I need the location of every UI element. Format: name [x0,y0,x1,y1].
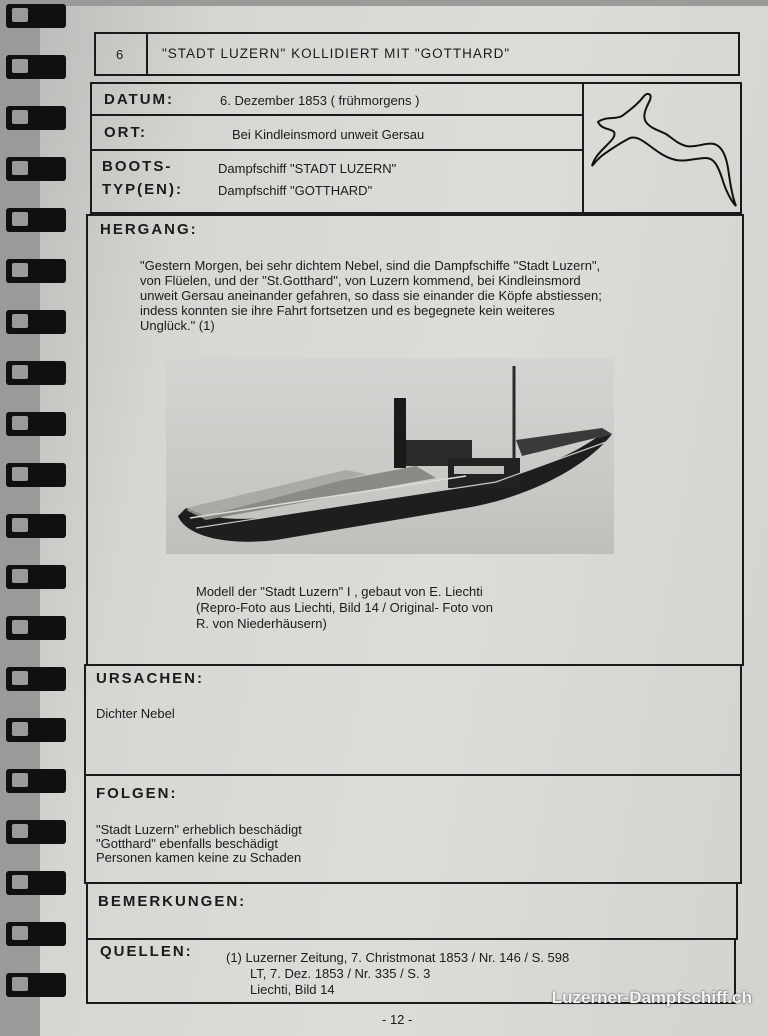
map-divider [582,82,584,214]
datum-label: DATUM: [104,91,175,108]
steamship-icon [166,358,614,554]
caption-line: R. von Niederhäusern) [196,616,327,631]
binding-ring [6,769,66,793]
binding-ring [6,820,66,844]
binding-ring [6,208,66,232]
quellen-line-1: (1) Luzerner Zeitung, 7. Christmonat 1853 / Nr. 146 / S. 598 [226,950,570,965]
text-line: "Stadt Luzern" erheblich beschädigt [96,822,302,837]
quellen-label: QUELLEN: [100,943,193,960]
binding-ring [6,922,66,946]
ort-label: ORT: [104,124,147,141]
datum-value: 6. Dezember 1853 ( frühmorgens ) [220,93,420,108]
ursachen-value: Dichter Nebel [96,706,175,721]
binding-ring [6,361,66,385]
bemerkungen-label: BEMERKUNGEN: [98,893,247,910]
binding-ring [6,616,66,640]
quellen-line-3: Liechti, Bild 14 [250,982,335,997]
bemerkungen-section [86,882,738,940]
binding-ring [6,157,66,181]
photo-caption [196,584,493,632]
binding-ring [6,259,66,283]
binding-ring [6,4,66,28]
binding-ring [6,718,66,742]
ort-value: Bei Kindleinsmord unweit Gersau [232,127,425,142]
binding-ring [6,565,66,589]
binding-ring [6,55,66,79]
lake-map-icon [586,86,738,212]
ship-model-photo [166,358,614,554]
bootstyp-label-line1: BOOTS- [102,158,173,175]
row-divider [90,149,584,151]
quellen-line-2: LT, 7. Dez. 1853 / Nr. 335 / S. 3 [250,966,431,981]
report-number: 6 [116,47,124,62]
header-divider [146,32,148,76]
binding-ring [6,412,66,436]
caption-line: Modell der "Stadt Luzern" I , gebaut von E. Liechti [196,584,483,599]
text-line: Unglück." (1) [140,318,215,333]
text-line: von Flüelen, und der "St.Gotthard", von Luzern kommend, bei Kindleinsmord [140,273,581,288]
binding-ring [6,514,66,538]
binding-ring [6,871,66,895]
binding-ring [6,973,66,997]
watermark: Luzerner-Dampfschiff.ch [551,988,752,1007]
text-line: "Gestern Morgen, bei sehr dichtem Nebel, sind die Dampfschiffe "Stadt Luzern", [140,258,601,273]
text-line: indess konnten sie ihre Fahrt fortsetzen und es begegnete kein weiteres [140,303,555,318]
text-line: Personen kamen keine zu Schaden [96,850,302,865]
ursachen-label: URSACHEN: [96,670,204,687]
spiral-binding [0,0,72,1024]
text-line: "Gotthard" ebenfalls beschädigt [96,836,278,851]
bootstyp-value-1: Dampfschiff "STADT LUZERN" [218,161,397,176]
caption-line: (Repro-Foto aus Liechti, Bild 14 / Original- Foto von [196,600,493,615]
binding-ring [6,463,66,487]
hergang-text [140,258,720,333]
bootstyp-value-2: Dampfschiff "GOTTHARD" [218,183,373,198]
binding-ring [6,667,66,691]
bootstyp-label-line2: TYP(EN): [102,181,183,198]
binding-ring [6,106,66,130]
folgen-text [96,823,302,865]
folgen-label: FOLGEN: [96,785,178,802]
report-title: "STADT LUZERN" KOLLIDIERT MIT "GOTTHARD" [162,46,511,61]
binding-ring [6,310,66,334]
hergang-label: HERGANG: [100,221,198,238]
page-number: - 12 - [382,1012,413,1027]
text-line: unweit Gersau aneinander gefahren, so dass sie einander die Köpfe abstiessen; [140,288,602,303]
row-divider [90,114,584,116]
